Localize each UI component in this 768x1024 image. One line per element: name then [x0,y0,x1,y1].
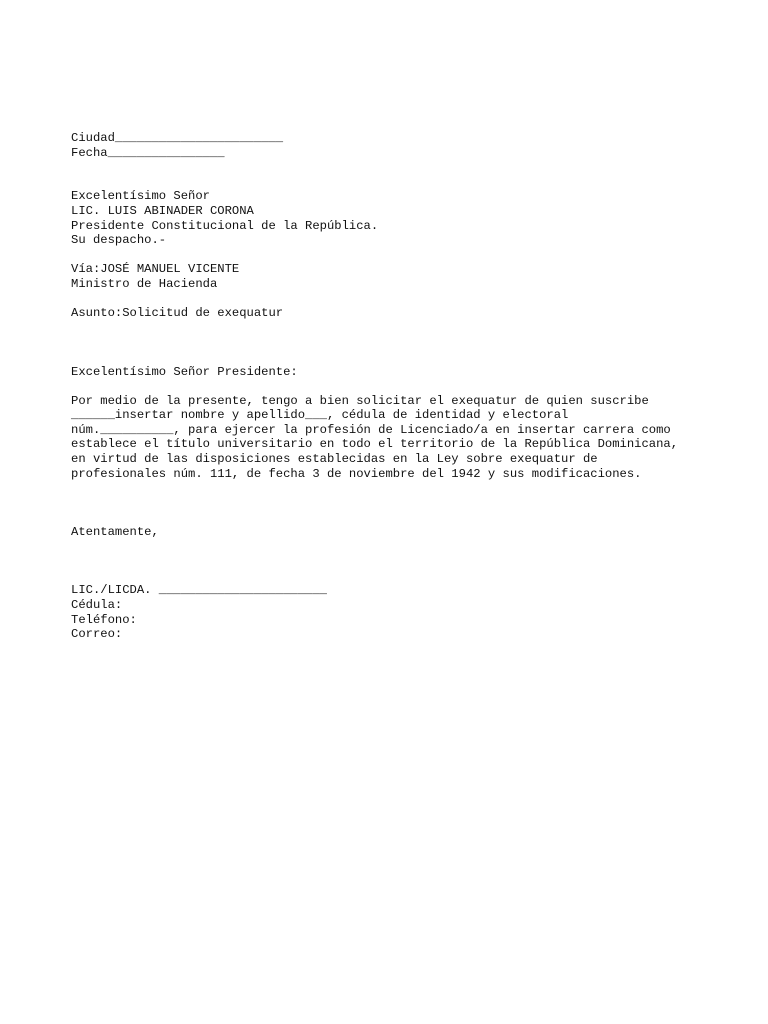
closing: Atentamente, [71,525,159,540]
body-line: en virtud de las disposiciones establecidas en la Ley sobre exequatur de [71,452,598,467]
spacer [71,379,731,394]
spacer [71,248,731,263]
signature-correo: Correo: [71,627,123,642]
city-field: Ciudad_______________________ [71,131,284,145]
via-ministry: Ministro de Hacienda [71,276,218,291]
letter-body [71,131,731,642]
signature-cedula: Cédula: [71,598,123,613]
spacer [71,321,731,365]
salutation: Excelentísimo Señor Presidente: [71,364,298,379]
signature-telefono: Teléfono: [71,612,137,627]
signature-name-line: LIC./LICDA. _______________________ [71,583,327,598]
recipient-office: Su despacho.- [71,233,167,248]
body-line: establece el título universitario en todo el territorio de la República Dominicana, [71,437,679,452]
body-line: Por medio de la presente, tengo a bien solicitar el exequatur de quien suscribe [71,393,649,408]
recipient-greeting: Excelentísimo Señor [71,189,210,204]
recipient-title: Presidente Constitucional de la República. [71,218,379,233]
subject-line: Asunto:Solicitud de exequatur [71,306,284,321]
spacer [71,160,731,189]
body-line: profesionales núm. 111, de fecha 3 de noviembre del 1942 y sus modificaciones. [71,466,642,481]
spacer [71,481,731,525]
spacer [71,292,731,307]
body-line: ______insertar nombre y apellido___, cédula de identidad y electoral [71,408,569,423]
recipient-name: LIC. LUIS ABINADER CORONA [71,203,254,218]
spacer [71,540,731,584]
body-line: núm.__________, para ejercer la profesión de Licenciado/a en insertar carrera como [71,422,671,437]
body-paragraph [71,394,731,482]
date-field: Fecha________________ [71,145,225,160]
via-line: Vía:JOSÉ MANUEL VICENTE [71,262,240,277]
